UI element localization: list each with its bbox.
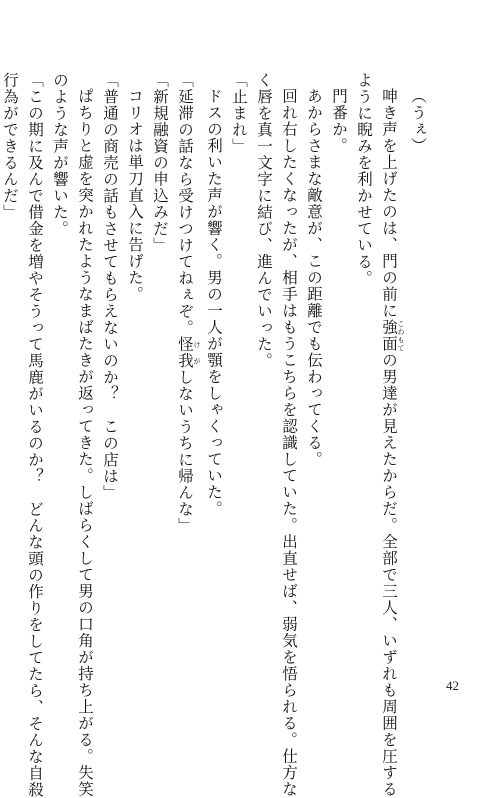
text-line bbox=[376, 72, 405, 797]
text-line: 「普通の商売の話もさせてもらえないのか？ この店は」 bbox=[101, 72, 119, 501]
ruby-annotation bbox=[176, 336, 201, 369]
ruby-annotation bbox=[380, 318, 405, 352]
text-line: ように睨みを利かせている。 bbox=[355, 72, 373, 287]
ruby-reading: こわもて bbox=[397, 318, 405, 352]
text-line: あからさまな敵意が、この距離でも伝わってくる。 bbox=[305, 87, 323, 467]
text-line: く唇を真一文字に結び、進んでいった。 bbox=[255, 72, 273, 369]
text-line: （うぇ） bbox=[409, 87, 427, 154]
ruby-base: 怪我 bbox=[176, 336, 194, 369]
page-number: 42 bbox=[446, 678, 459, 693]
text-line: のような声が響いた。 bbox=[51, 72, 69, 237]
text-segment: 「延滞の話なら受けつけてねぇぞ。 bbox=[176, 72, 194, 336]
text-line: コリオは単刀直入に告げた。 bbox=[126, 87, 144, 302]
ruby-reading: けが bbox=[193, 336, 201, 369]
text-line: 「止まれ」 bbox=[230, 72, 248, 155]
text-segment: 呻き声を上げたのは、門の前に bbox=[380, 87, 398, 319]
text-segment: の男達が見えたからだ。全部で三人、いずれも周囲を圧する bbox=[380, 351, 398, 797]
text-line: 「新規融資の申込みだ」 bbox=[151, 72, 169, 254]
text-line: 「この期に及んで借金を増やそうって馬鹿がいるのか？ どんな頭の作りをしてたら、そんな自殺 bbox=[26, 72, 44, 798]
text-line: 行為ができるんだ」 bbox=[1, 72, 19, 221]
text-line: 回れ右したくなったが、相手はもうこちらを認識していた。出直せば、弱気を悟られる。仕方な bbox=[280, 87, 298, 797]
vertical-text-body bbox=[0, 72, 430, 798]
text-line: 門番か。 bbox=[330, 87, 348, 154]
text-segment: しないうちに帰んな」 bbox=[176, 369, 194, 534]
text-line: ドスの利いた声が響く。男の一人が顎をしゃくっていた。 bbox=[205, 87, 223, 517]
text-line: ぱちりと虚を突かれたようなまばたきが返ってきた。しばらくして男の口角が持ち上がる。失笑 bbox=[76, 87, 94, 797]
text-line bbox=[172, 72, 201, 617]
ruby-base: 強面 bbox=[380, 318, 398, 352]
